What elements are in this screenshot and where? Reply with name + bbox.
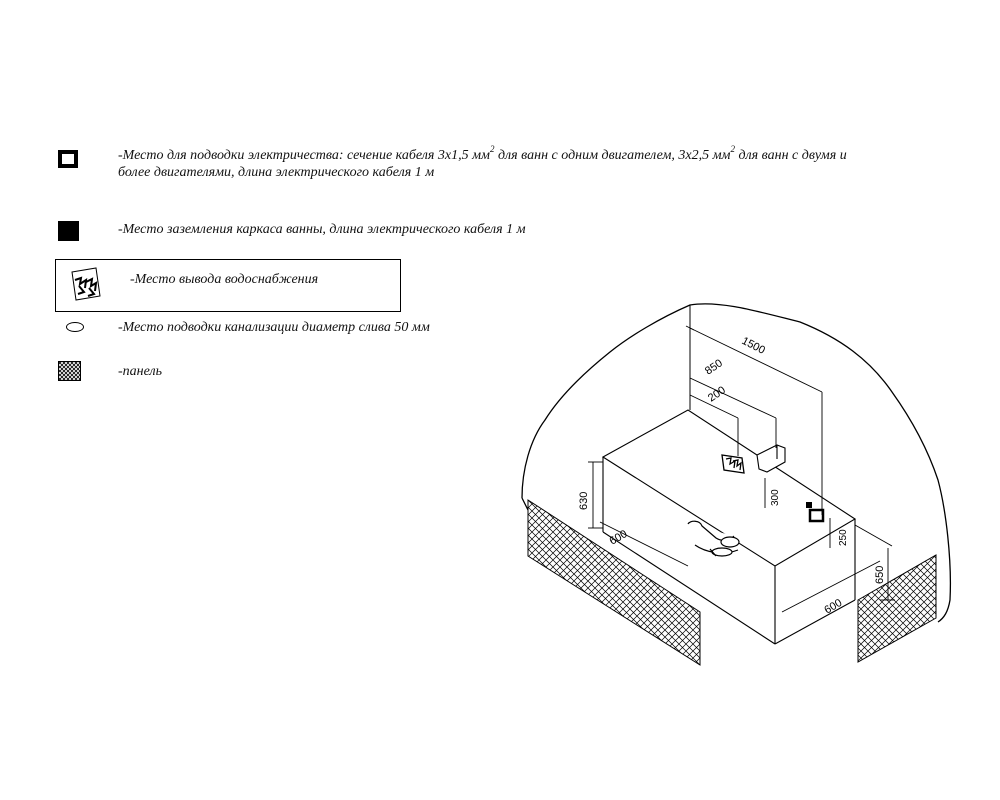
dim-250-label: 250 [838,529,849,546]
legend-electric-line2: более двигателями, длина электрического кабеля 1 м [118,165,435,180]
wall-spout [757,445,785,472]
dim-200 [690,395,738,456]
legend-panel-text: -панель [118,364,162,379]
legend-electric-line1-b: для ванн с одним двигателем, 3х2,5 мм [494,148,731,163]
dim-630 [588,462,603,528]
left-panel [528,500,700,665]
dim-300-label: 300 [770,489,781,506]
legend-drain-text: -Место подводки канализации диаметр слива 50 мм [118,320,430,335]
dim-600-left-label: 600 [607,528,630,548]
dim-850 [690,378,776,448]
legend-ground-text: -Место заземления каркаса ванны, длина электрического кабеля 1 м [118,222,526,237]
legend-electric-sup2: 2 [730,144,735,154]
electric-point-marker [810,510,823,521]
dim-630-label: 630 [578,491,590,510]
ground-point-marker [806,502,812,508]
right-panel [858,555,936,662]
dim-600-right-label: 600 [822,596,845,617]
dim-850-label: 850 [702,357,725,378]
legend-water-text: -Место вывода водоснабжения [130,272,319,287]
dim-1500 [686,326,822,515]
legend-electric-sup1: 2 [489,144,495,154]
legend-electric-line1-c: для ванн с двумя и [734,148,847,163]
water-supply-icon [722,455,744,473]
legend-electric-line1-a: -Место для подводки электричества: сечение кабеля 3х1,5 мм [118,148,490,163]
dim-200-label: 200 [705,384,728,405]
dim-1500-label: 1500 [739,334,767,357]
dim-650-label: 650 [874,565,886,584]
